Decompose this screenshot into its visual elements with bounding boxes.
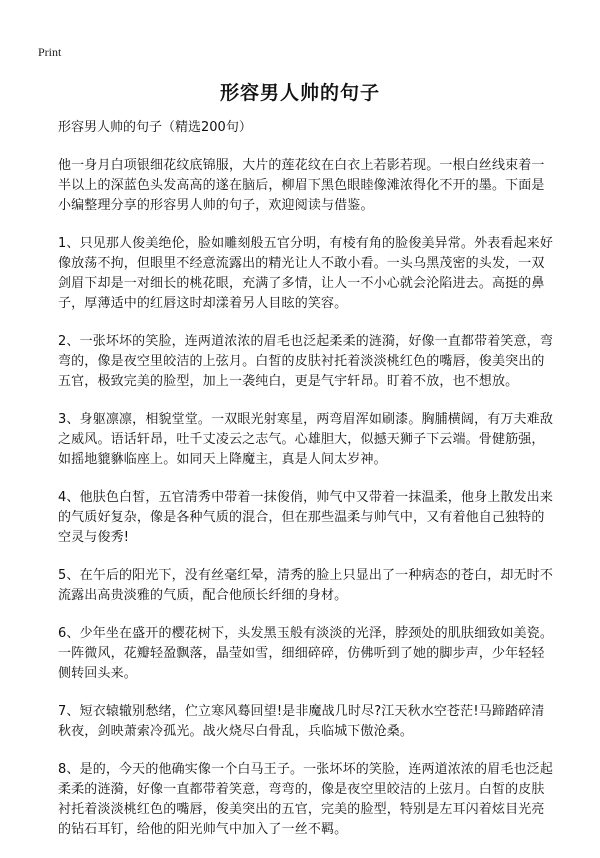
list-item: 1、只见那人俊美绝伦，脸如雕刻般五官分明，有棱有角的脸俊美异常。外表看起来好像放荡不拘，但眼里不经意流露出的精光让人不敢小看。一头乌黑茂密的头发，一双剑眉下却是一对细长的桃花眼，充满了多情，让人一不小心就会沦陷进去。高挺的鼻子，厚薄适中的红唇这时却漾着另人目眩的笑容。: [58, 236, 553, 311]
list-item: 6、少年坐在盛开的樱花树下，头发黑玉般有淡淡的光泽，脖颈处的肌肤细致如美瓷。一阵微风，花瓣轻盈飘落，晶莹如雪，细细碎碎，仿佛听到了她的脚步声，少年轻轻侧转回头来。: [58, 626, 553, 681]
print-link[interactable]: Print: [38, 45, 62, 59]
article-body: [58, 118, 554, 858]
page-title: 形容男人帅的句子: [219, 82, 380, 104]
list-item: 4、他肤色白皙，五官清秀中带着一抹俊俏，帅气中又带着一抹温柔，他身上散发出来的气质好复杂，像是各种气质的混合，但在那些温柔与帅气中，又有着他自己独特的空灵与俊秀!: [58, 490, 553, 545]
list-item: 2、一张坏坏的笑脸，连两道浓浓的眉毛也泛起柔柔的涟漪，好像一直都带着笑意，弯弯的，像是夜空里皎洁的上弦月。白皙的皮肤衬托着淡淡桃红色的嘴唇，俊美突出的五官，极致完美的脸型，加上一袭纯白，更是气宇轩昂。盯着不放，也不想放。: [58, 334, 553, 389]
list-item: 8、是的，今天的他确实像一个白马王子。一张坏坏的笑脸，连两道浓浓的眉毛也泛起柔柔的涟漪，好像一直都带着笑意，弯弯的，像是夜空里皎洁的上弦月。白皙的皮肤衬托着淡淡桃红色的嘴唇，俊美突出的五官，完美的脸型，特别是左耳闪着炫目光亮的钻石耳钉，给他的阳光帅气中加入了一丝不羁。: [58, 762, 553, 837]
article-subtitle: 形容男人帅的句子（精选200句）: [58, 120, 252, 135]
list-item: 7、短衣辕辙别愁绪，伫立寒风蓦回望!是非魔战几时尽?江天秋水空苍茫!马蹄踏碎清秋夜，剑映萧索冷孤光。战火烧尽白骨乱，兵临城下傲沧桑。: [58, 704, 545, 739]
list-item: 5、在午后的阳光下，没有丝毫红晕，清秀的脸上只显出了一种病态的苍白，却无时不流露出高贵淡雅的气质，配合他颀长纤细的身材。: [58, 568, 553, 603]
intro-paragraph: 他一身月白项银细花纹底锦服，大片的莲花纹在白衣上若影若现。一根白丝线束着一半以上的深蓝色头发高高的遂在脑后，柳眉下黑色眼睦像滩浓得化不开的墨。下面是小编整理分享的形容男人帅的句子，欢迎阅读与借鉴。: [58, 158, 545, 213]
list-item: 3、身躯凛凛，相貌堂堂。一双眼光射寒星，两弯眉浑如刷漆。胸脯横阔，有万夫难敌之威风。语话轩昂，吐千丈凌云之志气。心雄胆大，似撼天狮子下云端。骨健筋强，如摇地貔貅临座上。如同天上降魔主，真是人间太岁神。: [58, 412, 553, 467]
